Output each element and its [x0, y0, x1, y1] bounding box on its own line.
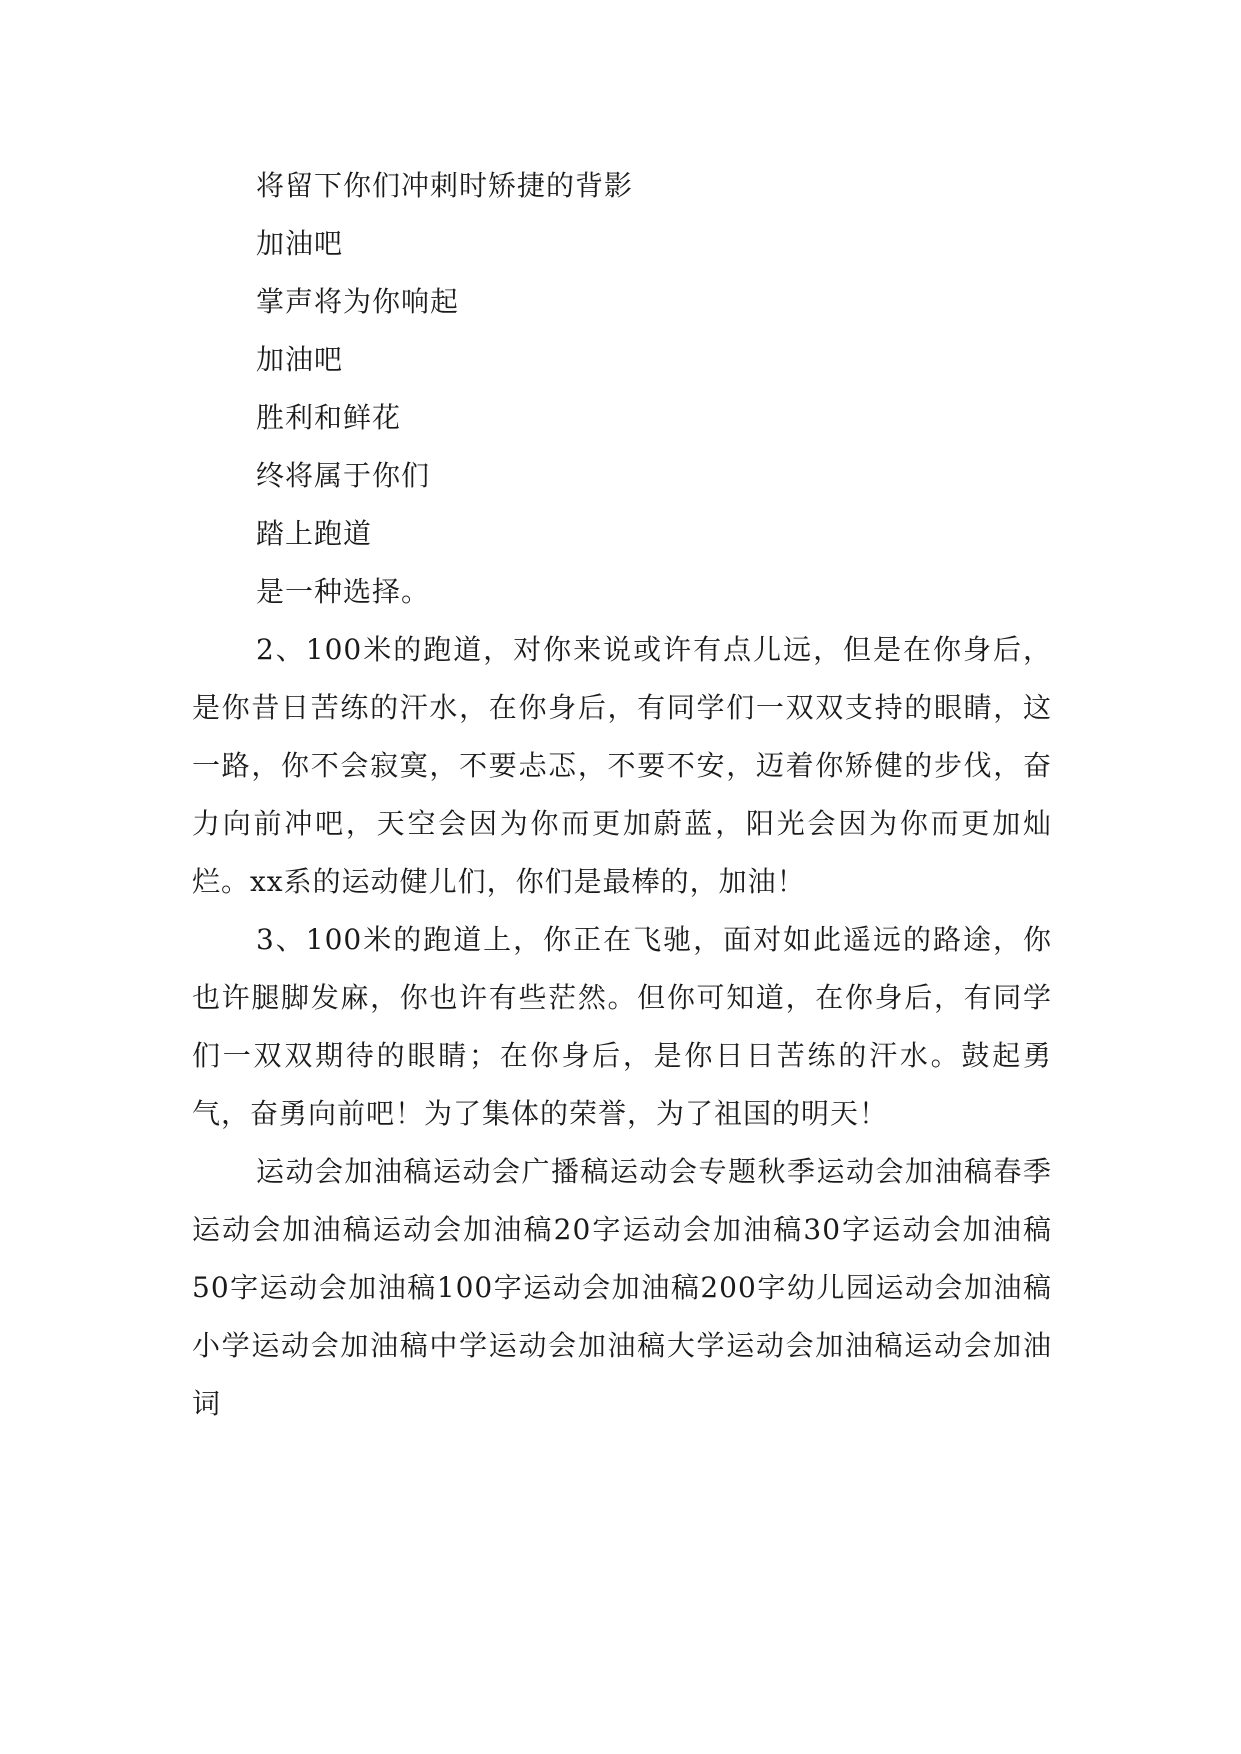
keyword-paragraph: 运动会加油稿运动会广播稿运动会专题秋季运动会加油稿春季运动会加油稿运动会加油稿20字运动会加油稿30字运动会加油稿50字运动会加油稿100字运动会加油稿200字幼儿园运动会加油稿小学运动会加油稿中学运动会加油稿大学运动会加油稿运动会加油词 — [192, 1155, 1052, 1420]
poem-line: 终将属于你们 — [256, 459, 431, 492]
paragraph-3: 3、100米的跑道上，你正在飞驰，面对如此遥远的路途，你也许腿脚发麻，你也许有些茫然。但你可知道，在你身后，有同学们一双双期待的眼睛；在你身后，是你日日苦练的汗水。鼓起勇气，奋勇向前吧！为了集体的荣誉，为了祖国的明天！ — [192, 923, 1052, 1130]
poem-line: 胜利和鲜花 — [256, 401, 402, 434]
document-body — [192, 157, 1052, 1433]
poem-line: 加油吧 — [256, 343, 344, 376]
poem-line: 踏上跑道 — [256, 517, 373, 550]
poem-line: 掌声将为你响起 — [256, 285, 460, 318]
paragraph-2: 2、100米的跑道，对你来说或许有点儿远，但是在你身后，是你昔日苦练的汗水，在你身后，有同学们一双双支持的眼睛，这一路，你不会寂寞，不要忐忑，不要不安，迈着你矫健的步伐，奋力向前冲吧，天空会因为你而更加蔚蓝，阳光会因为你而更加灿烂。xx系的运动健儿们，你们是最棒的，加油！ — [192, 633, 1052, 898]
poem-line: 将留下你们冲刺时矫捷的背影 — [256, 169, 634, 202]
poem-line: 加油吧 — [256, 227, 344, 260]
poem-line: 是一种选择。 — [256, 575, 431, 608]
